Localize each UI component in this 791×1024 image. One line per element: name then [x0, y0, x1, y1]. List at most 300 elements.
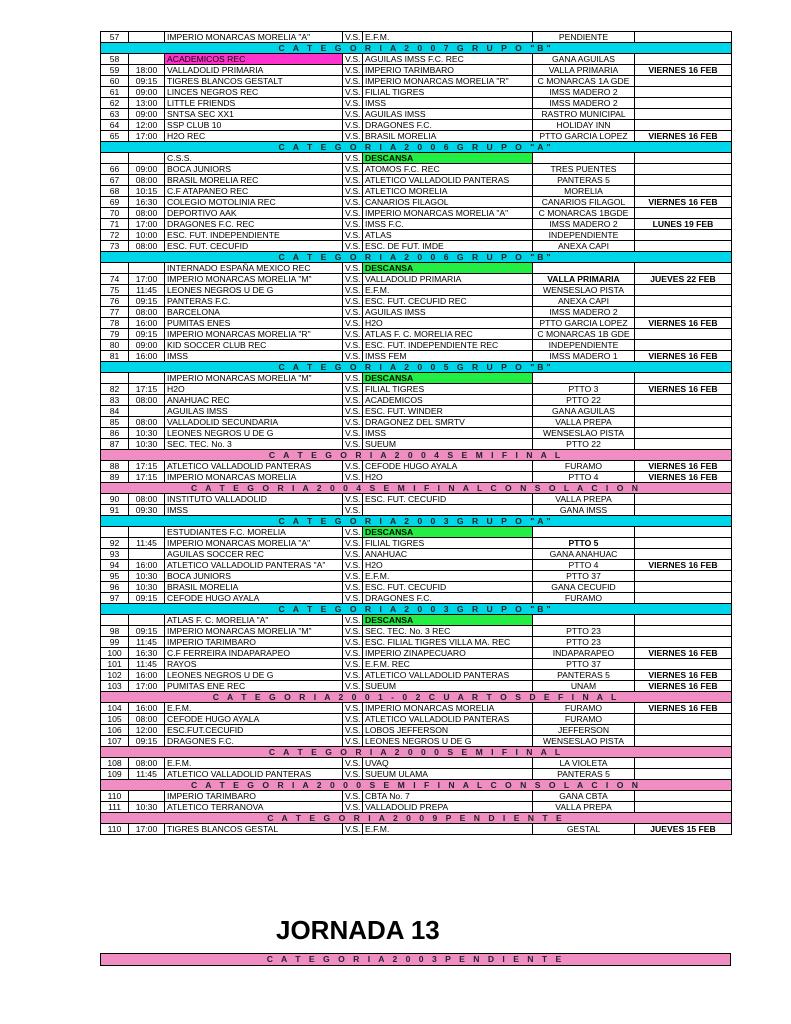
versus-label: V.S. [343, 681, 363, 692]
venue: C MONARCAS 1BGDE [533, 208, 635, 219]
match-time [129, 406, 165, 417]
venue: ANEXA CAPI [533, 296, 635, 307]
match-number: 73 [101, 241, 129, 252]
home-team: ESC.FUT.CECUFID [165, 725, 343, 736]
versus-label: V.S. [343, 461, 363, 472]
match-number: 82 [101, 384, 129, 395]
match-number: 60 [101, 76, 129, 87]
match-number: 91 [101, 505, 129, 516]
home-team: SSP CLUB 10 [165, 120, 343, 131]
match-date-note: VIERNES 16 FEB [635, 648, 732, 659]
category-header-row [101, 362, 732, 373]
match-date-note [635, 417, 732, 428]
match-row [101, 670, 732, 681]
match-time: 08:00 [129, 758, 165, 769]
match-date-note [635, 549, 732, 560]
match-date-note [635, 725, 732, 736]
match-date-note: VIERNES 16 FEB [635, 384, 732, 395]
match-time: 09:15 [129, 329, 165, 340]
versus-label: V.S. [343, 340, 363, 351]
away-team: ESC. FUT. WINDER [363, 406, 533, 417]
match-row [101, 406, 732, 417]
away-team: DESCANSA [363, 615, 533, 626]
match-row [101, 714, 732, 725]
category-header-row [101, 252, 732, 263]
match-time: 08:00 [129, 494, 165, 505]
home-team: IMPERIO MONARCAS MORELIA "R" [165, 329, 343, 340]
match-number: 97 [101, 593, 129, 604]
home-team: IMSS [165, 505, 343, 516]
match-time: 08:00 [129, 307, 165, 318]
venue: PTTO 4 [533, 560, 635, 571]
match-time: 16:00 [129, 318, 165, 329]
match-row [101, 351, 732, 362]
match-number: 76 [101, 296, 129, 307]
venue: PTTO 4 [533, 472, 635, 483]
away-team: LEONES NEGROS U DE G [363, 736, 533, 747]
match-time: 17:00 [129, 131, 165, 142]
match-date-note [635, 714, 732, 725]
match-date-note: VIERNES 16 FEB [635, 681, 732, 692]
home-team: ATLETICO VALLADOLID PANTERAS [165, 769, 343, 780]
home-team: E.F.M. [165, 758, 343, 769]
away-team: ESC. FUT. CECUFID REC [363, 296, 533, 307]
category-title: C A T E G O R I A 2 0 0 6 G R U P O "A" [101, 142, 732, 153]
match-row [101, 186, 732, 197]
match-number [101, 153, 129, 164]
home-team: DEPORTIVO AAK [165, 208, 343, 219]
match-date-note [635, 208, 732, 219]
away-team [363, 505, 533, 516]
versus-label: V.S. [343, 406, 363, 417]
versus-label: V.S. [343, 384, 363, 395]
match-date-note [635, 230, 732, 241]
match-time [129, 153, 165, 164]
match-row [101, 54, 732, 65]
home-team: INTERNADO ESPAÑA MEXICO REC [165, 263, 343, 274]
home-team: LITTLE FRIENDS [165, 98, 343, 109]
venue: PTTO 23 [533, 626, 635, 637]
match-row [101, 439, 732, 450]
match-time: 10:30 [129, 428, 165, 439]
home-team: PUMITAS ENES [165, 318, 343, 329]
match-number: 67 [101, 175, 129, 186]
versus-label: V.S. [343, 318, 363, 329]
venue: GANA AGUILAS [533, 406, 635, 417]
match-time: 17:00 [129, 274, 165, 285]
away-team: VALLADOLID PREPA [363, 802, 533, 813]
match-number [101, 373, 129, 384]
match-date-note [635, 802, 732, 813]
match-time: 10:30 [129, 582, 165, 593]
match-number: 88 [101, 461, 129, 472]
versus-label: V.S. [343, 582, 363, 593]
venue: TRES PUENTES [533, 164, 635, 175]
category-title: C A T E G O R I A 2 0 0 9 P E N D I E N T E [101, 813, 732, 824]
match-date-note [635, 76, 732, 87]
away-team: FILIAL TIGRES [363, 87, 533, 98]
match-row [101, 318, 732, 329]
match-date-note [635, 186, 732, 197]
match-number [101, 263, 129, 274]
home-team: BRASIL MORELIA REC [165, 175, 343, 186]
venue: FURAMO [533, 703, 635, 714]
match-date-note [635, 285, 732, 296]
venue: LA VIOLETA [533, 758, 635, 769]
match-date-note [635, 373, 732, 384]
match-number: 78 [101, 318, 129, 329]
versus-label: V.S. [343, 54, 363, 65]
versus-label: V.S. [343, 164, 363, 175]
match-date-note [635, 241, 732, 252]
match-time: 17:00 [129, 219, 165, 230]
category-title: C A T E G O R I A 2 0 0 3 G R U P O "A" [101, 516, 732, 527]
venue: PTTO 37 [533, 659, 635, 670]
match-row [101, 219, 732, 230]
match-row [101, 208, 732, 219]
match-row [101, 87, 732, 98]
versus-label: V.S. [343, 626, 363, 637]
match-time: 13:00 [129, 98, 165, 109]
home-team: C.F ATAPANEO REC [165, 186, 343, 197]
home-team: SNTSA SEC XX1 [165, 109, 343, 120]
match-row [101, 175, 732, 186]
venue: INDEPENDIENTE [533, 230, 635, 241]
venue: IMSS MADERO 2 [533, 98, 635, 109]
venue: CANARIOS FILAGOL [533, 197, 635, 208]
versus-label: V.S. [343, 32, 363, 43]
versus-label: V.S. [343, 527, 363, 538]
home-team: ESTUDIANTES F.C. MORELIA [165, 527, 343, 538]
away-team: ACADEMICOS [363, 395, 533, 406]
match-row [101, 472, 732, 483]
versus-label: V.S. [343, 230, 363, 241]
away-team: E.F.M. [363, 32, 533, 43]
versus-label: V.S. [343, 714, 363, 725]
match-number: 83 [101, 395, 129, 406]
match-row [101, 791, 732, 802]
home-team: RAYOS [165, 659, 343, 670]
venue: PTTO GARCIA LOPEZ [533, 131, 635, 142]
match-number: 77 [101, 307, 129, 318]
match-number: 98 [101, 626, 129, 637]
category-header-row [101, 780, 732, 791]
away-team: ATOMOS F.C. REC [363, 164, 533, 175]
match-time: 10:00 [129, 230, 165, 241]
home-team: AGUILAS IMSS [165, 406, 343, 417]
match-row [101, 582, 732, 593]
match-time [129, 549, 165, 560]
match-row [101, 626, 732, 637]
away-team: IMPERIO MONARCAS MORELIA [363, 703, 533, 714]
match-time: 09:00 [129, 87, 165, 98]
home-team: CEFODE HUGO AYALA [165, 714, 343, 725]
match-row [101, 296, 732, 307]
versus-label: V.S. [343, 769, 363, 780]
home-team: ATLAS F. C. MORELIA "A" [165, 615, 343, 626]
match-time: 18:00 [129, 65, 165, 76]
away-team: ESC. DE FUT. IMDE [363, 241, 533, 252]
versus-label: V.S. [343, 197, 363, 208]
match-row [101, 241, 732, 252]
match-date-note: VIERNES 16 FEB [635, 318, 732, 329]
match-time: 17:15 [129, 384, 165, 395]
away-team: IMPERIO MONARCAS MORELIA "R" [363, 76, 533, 87]
versus-label: V.S. [343, 615, 363, 626]
match-number: 111 [101, 802, 129, 813]
match-number: 90 [101, 494, 129, 505]
versus-label: V.S. [343, 395, 363, 406]
home-team: KID SOCCER CLUB REC [165, 340, 343, 351]
match-number [101, 527, 129, 538]
match-date-note: VIERNES 16 FEB [635, 197, 732, 208]
home-team: PANTERAS F.C. [165, 296, 343, 307]
match-date-note [635, 758, 732, 769]
category-header-row [101, 142, 732, 153]
match-number: 89 [101, 472, 129, 483]
away-team: IMPERIO TARIMBARO [363, 65, 533, 76]
match-time: 10:15 [129, 186, 165, 197]
venue: INDAPARAPEO [533, 648, 635, 659]
match-number: 85 [101, 417, 129, 428]
versus-label: V.S. [343, 351, 363, 362]
match-row [101, 329, 732, 340]
match-time: 16:00 [129, 351, 165, 362]
match-date-note [635, 120, 732, 131]
match-time: 16:00 [129, 670, 165, 681]
away-team: ESC. FUT. CECUFID [363, 494, 533, 505]
category-header-row [101, 604, 732, 615]
match-number: 72 [101, 230, 129, 241]
match-number: 81 [101, 351, 129, 362]
match-number: 69 [101, 197, 129, 208]
versus-label: V.S. [343, 219, 363, 230]
away-team: CANARIOS FILAGOL [363, 197, 533, 208]
away-team: DESCANSA [363, 527, 533, 538]
match-row [101, 637, 732, 648]
match-row [101, 549, 732, 560]
venue: FURAMO [533, 714, 635, 725]
versus-label: V.S. [343, 593, 363, 604]
home-team: ATLETICO TERRANOVA [165, 802, 343, 813]
match-time [129, 263, 165, 274]
match-date-note [635, 32, 732, 43]
away-team: IMSS FEM [363, 351, 533, 362]
match-row [101, 153, 732, 164]
match-time: 09:15 [129, 296, 165, 307]
match-row [101, 340, 732, 351]
home-team: VALLADOLID SECUNDARIA [165, 417, 343, 428]
venue: FURAMO [533, 593, 635, 604]
category-header-row [101, 483, 732, 494]
match-time: 09:00 [129, 164, 165, 175]
match-time: 12:00 [129, 120, 165, 131]
versus-label: V.S. [343, 703, 363, 714]
versus-label: V.S. [343, 802, 363, 813]
category-header-bottom: C A T E G O R I A 2 0 0 3 P E N D I E N T E [100, 953, 731, 966]
venue: WENSESLAO PISTA [533, 428, 635, 439]
home-team: IMPERIO TARIMBARO [165, 791, 343, 802]
versus-label: V.S. [343, 109, 363, 120]
home-team: AGUILAS SOCCER REC [165, 549, 343, 560]
match-date-note [635, 109, 732, 120]
venue: UNAM [533, 681, 635, 692]
away-team: H2O [363, 560, 533, 571]
match-date-note: VIERNES 16 FEB [635, 131, 732, 142]
match-time: 09:30 [129, 505, 165, 516]
away-team: AGUILAS IMSS [363, 307, 533, 318]
away-team: E.F.M. [363, 571, 533, 582]
venue: PTTO 22 [533, 439, 635, 450]
venue: IMSS MADERO 2 [533, 87, 635, 98]
away-team: ATLAS F. C. MORELIA REC [363, 329, 533, 340]
match-date-note [635, 329, 732, 340]
match-date-note [635, 395, 732, 406]
away-team: CEFODE HUGO AYALA [363, 461, 533, 472]
category-header-row [101, 516, 732, 527]
home-team: TIGRES BLANCOS GESTAL [165, 824, 343, 835]
match-date-note: VIERNES 16 FEB [635, 65, 732, 76]
away-team: SUEUM [363, 681, 533, 692]
venue: PTTO GARCIA LOPEZ [533, 318, 635, 329]
match-time: 09:15 [129, 76, 165, 87]
versus-label: V.S. [343, 263, 363, 274]
category-title: C A T E G O R I A 2 0 0 3 G R U P O "B" [101, 604, 732, 615]
match-row [101, 505, 732, 516]
match-number: 75 [101, 285, 129, 296]
home-team: ESC. FUT. CECUFID [165, 241, 343, 252]
match-row [101, 65, 732, 76]
away-team: DRAGONES F.C. [363, 120, 533, 131]
match-row [101, 230, 732, 241]
venue: PANTERAS 5 [533, 769, 635, 780]
versus-label: V.S. [343, 560, 363, 571]
venue: PANTERAS 5 [533, 175, 635, 186]
home-team: PUMITAS ENE REC [165, 681, 343, 692]
match-time: 17:15 [129, 472, 165, 483]
match-time: 12:00 [129, 725, 165, 736]
versus-label: V.S. [343, 736, 363, 747]
venue: PTTO 22 [533, 395, 635, 406]
versus-label: V.S. [343, 648, 363, 659]
home-team: ACADEMICOS REC [165, 54, 343, 65]
match-row [101, 76, 732, 87]
match-row [101, 263, 732, 274]
match-number: 66 [101, 164, 129, 175]
venue: ANEXA CAPI [533, 241, 635, 252]
venue: GANA AGUILAS [533, 54, 635, 65]
venue: PTTO 37 [533, 571, 635, 582]
home-team: ANAHUAC REC [165, 395, 343, 406]
home-team: ATLETICO VALLADOLID PANTERAS "A" [165, 560, 343, 571]
home-team: C.S.S. [165, 153, 343, 164]
match-number: 63 [101, 109, 129, 120]
versus-label: V.S. [343, 186, 363, 197]
home-team: ATLETICO VALLADOLID PANTERAS [165, 461, 343, 472]
match-number: 99 [101, 637, 129, 648]
home-team: COLEGIO MOTOLINIA REC [165, 197, 343, 208]
match-time: 16:00 [129, 560, 165, 571]
match-date-note [635, 428, 732, 439]
match-date-note [635, 406, 732, 417]
match-number: 71 [101, 219, 129, 230]
away-team: DESCANSA [363, 263, 533, 274]
category-title: C A T E G O R I A 2 0 0 0 S E M I F I N A L C O N S O L A C I O N [101, 780, 732, 791]
home-team: IMSS [165, 351, 343, 362]
versus-label: V.S. [343, 791, 363, 802]
versus-label: V.S. [343, 208, 363, 219]
match-row [101, 274, 732, 285]
category-title: C A T E G O R I A 2 0 0 4 S E M I F I N A L [101, 450, 732, 461]
match-number: 110 [101, 824, 129, 835]
home-team: H2O [165, 384, 343, 395]
versus-label: V.S. [343, 824, 363, 835]
match-row [101, 659, 732, 670]
match-date-note [635, 505, 732, 516]
away-team: FILIAL TIGRES [363, 384, 533, 395]
match-row [101, 560, 732, 571]
match-row [101, 428, 732, 439]
match-date-note [635, 98, 732, 109]
venue [533, 527, 635, 538]
match-row [101, 120, 732, 131]
match-row [101, 527, 732, 538]
category-header-row [101, 43, 732, 54]
match-row [101, 131, 732, 142]
match-row [101, 417, 732, 428]
versus-label: V.S. [343, 659, 363, 670]
venue: FURAMO [533, 461, 635, 472]
match-number: 74 [101, 274, 129, 285]
venue: PANTERAS 5 [533, 670, 635, 681]
match-row [101, 395, 732, 406]
venue: IMSS MADERO 2 [533, 219, 635, 230]
match-row [101, 725, 732, 736]
match-row [101, 758, 732, 769]
versus-label: V.S. [343, 472, 363, 483]
away-team: DRAGONEZ DEL SMRTV [363, 417, 533, 428]
venue: IMSS MADERO 1 [533, 351, 635, 362]
away-team: IMSS [363, 428, 533, 439]
away-team: UVAQ [363, 758, 533, 769]
versus-label: V.S. [343, 87, 363, 98]
match-row [101, 824, 732, 835]
away-team: ATLETICO MORELIA [363, 186, 533, 197]
match-time: 11:45 [129, 769, 165, 780]
match-time [129, 791, 165, 802]
away-team: AGUILAS IMSS [363, 109, 533, 120]
match-date-note [635, 175, 732, 186]
match-date-note [635, 494, 732, 505]
match-date-note: VIERNES 16 FEB [635, 351, 732, 362]
away-team: SUEUM [363, 439, 533, 450]
versus-label: V.S. [343, 285, 363, 296]
versus-label: V.S. [343, 428, 363, 439]
category-header-row [101, 747, 732, 758]
match-row [101, 307, 732, 318]
away-team: LOBOS JEFFERSON [363, 725, 533, 736]
match-date-note: VIERNES 16 FEB [635, 461, 732, 472]
versus-label: V.S. [343, 373, 363, 384]
match-date-note: VIERNES 16 FEB [635, 670, 732, 681]
match-number: 108 [101, 758, 129, 769]
home-team: IMPERIO MONARCAS MORELIA "M" [165, 626, 343, 637]
match-number: 100 [101, 648, 129, 659]
match-time: 11:45 [129, 659, 165, 670]
venue: VALLA PRIMARIA [533, 65, 635, 76]
match-time: 17:00 [129, 681, 165, 692]
match-date-note [635, 307, 732, 318]
